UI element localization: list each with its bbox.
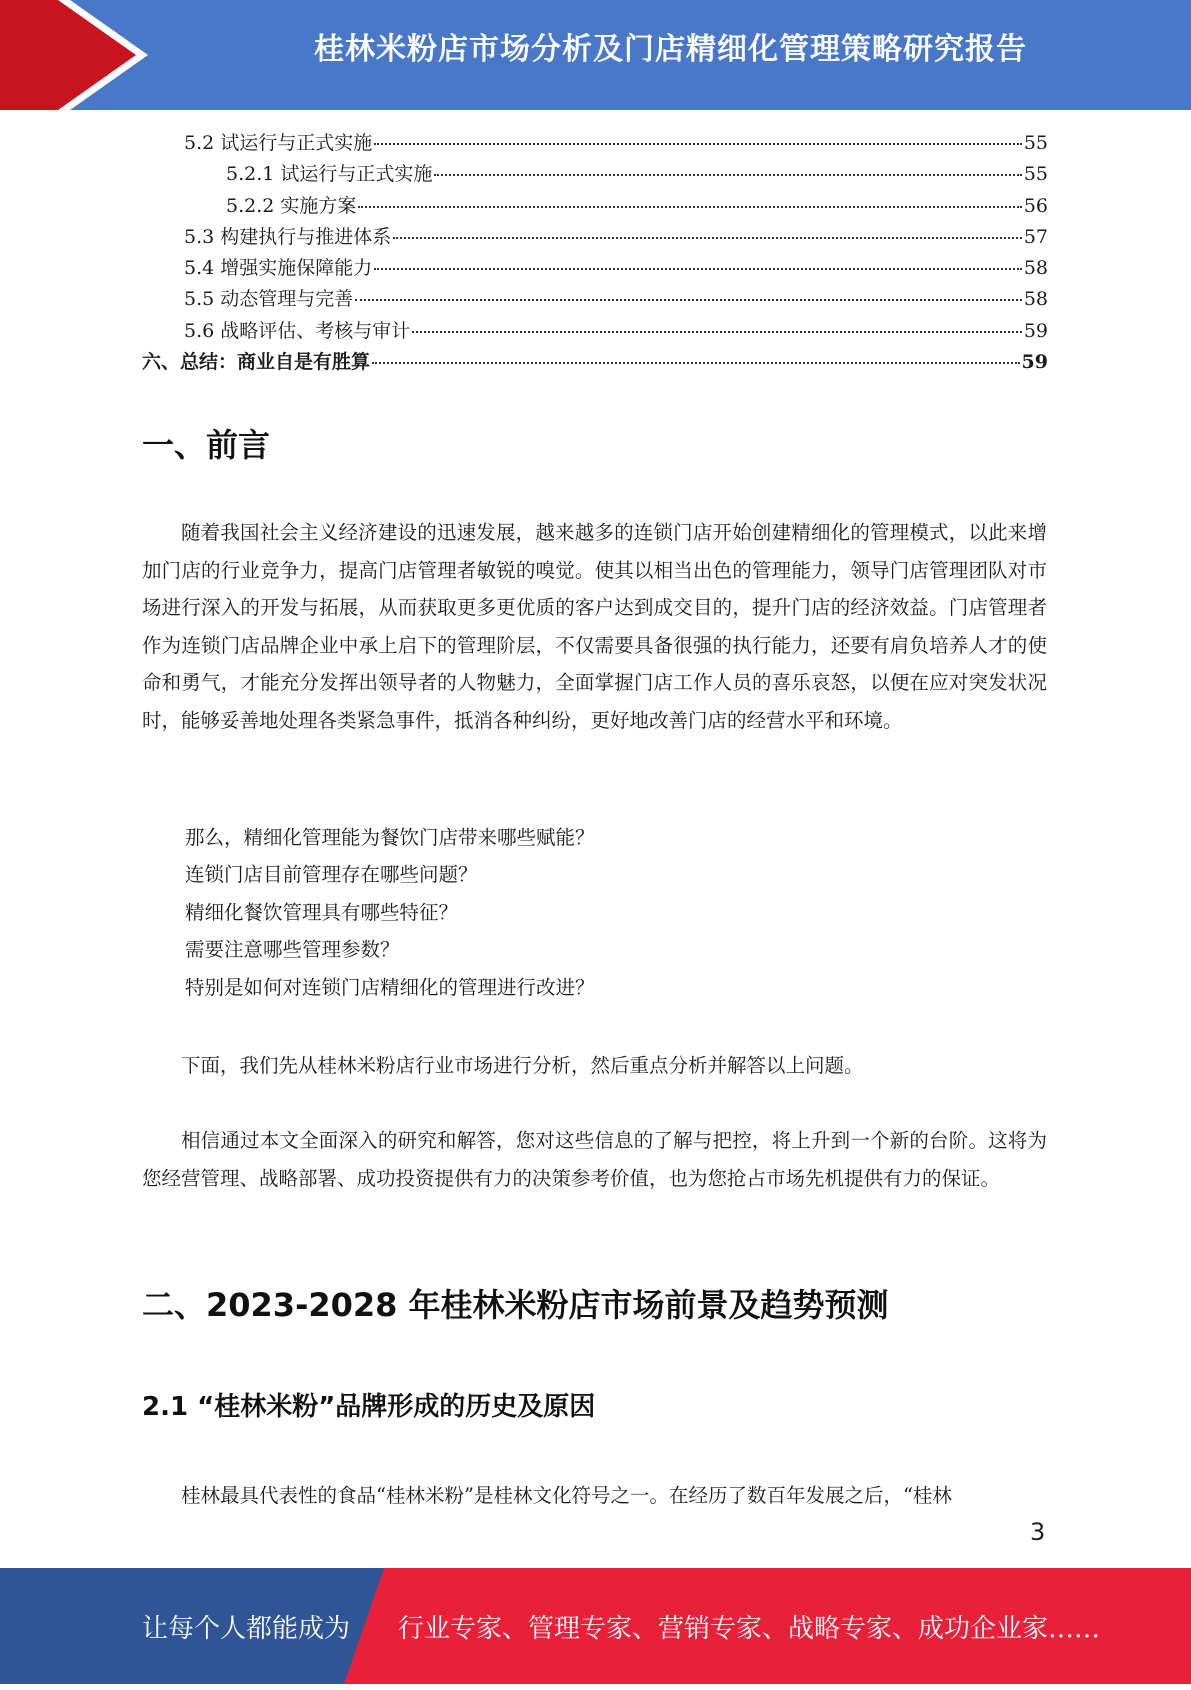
toc-entry[interactable] [142,253,1048,284]
toc-entry[interactable] [142,222,1048,253]
subsection-heading: 2.1 “桂林米粉”品牌形成的历史及原因 [142,1392,596,1422]
preface-paragraph: 随着我国社会主义经济建设的迅速发展，越来越多的连锁门店开始创建精细化的管理模式，以此来增加门店的行业竞争力，提高门店管理者敏锐的嗅觉。使其以相当出色的管理能力，领导门店管理团队对市场进行深入的开发与拓展，从而获取更多更优质的客户达到成交目的，提升门店的经济效益。门店管理者作为连锁门店品牌企业中承上启下的管理阶层，不仅需要具备很强的执行能力，还要有肩负培养人才的使命和勇气，才能充分发挥出领导者的人物魅力，全面掌握门店工作人员的喜乐哀怒，以便在应对突发状况时，能够妥善地处理各类紧急事件，抵消各种纠纷，更好地改善门店的经营水平和环境。 [142,521,1047,732]
footer-roles: 行业专家、管理专家、营销专家、战略专家、成功企业家…… [398,1614,1101,1644]
page-header [0,0,1191,110]
toc-leader-dots [434,174,1021,176]
preface-paragraph: 相信通过本文全面深入的研究和解答，您对这些信息的了解与把控，将上升到一个新的台阶。这将为您经营管理、战略部署、成功投资提供有力的决策参考价值，也为您抢占市场先机提供有力的保证。 [142,1129,1047,1190]
toc-leader-dots [374,268,1022,270]
toc-entry[interactable] [142,159,1048,190]
toc-entry[interactable] [142,128,1048,159]
header-title: 桂林米粉店市场分析及门店精细化管理策略研究报告 [314,32,1027,67]
toc-entry[interactable] [142,316,1048,347]
table-of-contents [142,128,1048,378]
toc-entry-page: 55 [1023,163,1048,186]
toc-entry[interactable] [142,191,1048,222]
toc-entry-title: 5.3 构建执行与推进体系 [184,225,392,248]
question-line: 连锁门店目前管理存在哪些问题？ [185,863,478,886]
toc-leader-dots [374,143,1022,145]
toc-entry-page: 55 [1023,132,1048,154]
section-heading-preface: 一、前言 [142,426,271,464]
preface-paragraph: 下面，我们先从桂林米粉店行业市场进行分析，然后重点分析并解答以上问题。 [181,1054,864,1077]
toc-entry-page: 56 [1023,194,1048,217]
page-number: 3 [1030,1518,1046,1546]
toc-entry-title: 5.4 增强实施保障能力 [184,257,373,280]
toc-leader-dots [412,331,1022,333]
toc-entry-title: 六、总结：商业自是有胜算 [142,351,371,374]
section-heading-market-outlook: 二、2023-2028 年桂林米粉店市场前景及趋势预测 [142,1286,889,1324]
toc-entry-chapter[interactable] [142,347,1048,378]
page-footer [0,1568,1191,1684]
question-line: 需要注意哪些管理参数？ [185,938,400,961]
toc-entry-title: 5.5 动态管理与完善 [184,288,354,311]
question-line: 精细化餐饮管理具有哪些特征？ [185,901,459,924]
toc-leader-dots [358,206,1021,208]
toc-entry-title: 5.2.2 实施方案 [226,194,357,217]
toc-entry-page: 57 [1023,225,1048,248]
toc-entry-title: 5.6 战略评估、考核与审计 [184,319,411,342]
body-paragraph: 桂林最具代表性的食品“桂林米粉”是桂林文化符号之一。在经历了数百年发展之后，“桂林 [181,1484,952,1507]
toc-leader-dots [355,299,1022,301]
toc-entry-title: 5.2 试运行与正式实施 [184,132,373,154]
toc-entry-title: 5.2.1 试运行与正式实施 [226,163,433,186]
question-line: 特别是如何对连锁门店精细化的管理进行改进？ [185,976,595,999]
toc-entry-page: 59 [1023,319,1048,342]
toc-leader-dots [393,237,1022,239]
toc-leader-dots [372,362,1020,364]
footer-slogan: 让每个人都能成为 [142,1614,351,1644]
toc-entry-page: 58 [1023,257,1048,280]
toc-entry-page: 58 [1023,288,1048,311]
toc-entry-page: 59 [1021,351,1048,374]
question-line: 那么，精细化管理能为餐饮门店带来哪些赋能？ [185,826,595,849]
header-arrow-graphic [0,0,160,110]
toc-entry[interactable] [142,284,1048,315]
